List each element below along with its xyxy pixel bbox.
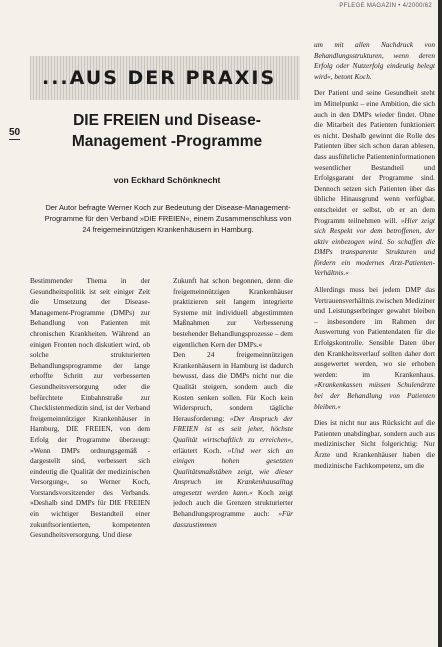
body-column-left: [30, 276, 150, 646]
quote-text: um mit allen Nachdruck von Behandlungsstrukturen, wenn deren Erfolg oder Nutzerfolg eindeutig belegt wird«, betont Koch.: [314, 40, 435, 81]
quote-text: »Für dasszustimmen: [173, 509, 293, 529]
body-text: Koch zeigt jedoch auch die Grenzen strukturierter Behandlungsprogramme auch:: [173, 487, 293, 519]
body-text: Der Patient und seine Gesundheit steht im Mittelpunkt – eine Ambition, die sich auch in den DMPs wieder findet. Ohne die Mitarbeit des Patienten funktioniert es nicht. Deshalb gewinnt die Rolle des Patienten über sich schon daran ablesen, dass ausführliche Patienteninformationen wesentlicher Bestandteil und Erfolgsgarant der Programme sind. Dennoch setzen sich Patienten über das übliche Hinausgrund wenn verfügbar, entscheidet er selbst, ob er an dem Programm teilnehmen will.: [314, 88, 435, 225]
body-paragraph: Zukunft hat schon begonnen, denn die freigemeinnützigen Krankenhäuser praktizieren seit langem integrierte Systeme mit individuell abgestimmten Maßnahmen zur Verbesserung bestehender Behandlungsprozesse – dem eigentlichen Kern der DMPs.«: [173, 276, 293, 349]
section-banner: [30, 56, 300, 100]
body-column-right: [314, 40, 435, 646]
body-column-middle: [173, 276, 293, 646]
quote-text: »Und wer sich an einigen hohen gesetzten Qualitätsmaßstäben zeigt, wie dieser Anspruch im Krankenhausalltag umgesetzt werden kann.«: [173, 445, 293, 497]
body-paragraph: [173, 350, 293, 530]
body-paragraph: [314, 285, 435, 412]
section-banner-text: ...AUS DER PRAXIS: [42, 67, 277, 89]
title-line-2: Management -Programme: [71, 133, 263, 150]
lead-paragraph: Der Autor befragte Werner Koch zur Bedeutung der Disease-Management-Programme für den Verband »DIE FREIEN«, einem Zusammenschluss von 24 freigemeinnützigen Krankenhäusern in Hamburg.: [44, 203, 292, 235]
quote-text: »Hier zeigt sich Respekt vor dem betroffenen, der aktiv einbezogen wird. So schaffen die DMPs transparente Strukturen und fördern ein modernes Arzt-Patienten-Verhältnis.«: [314, 215, 435, 278]
page-number: 50: [9, 127, 21, 138]
article-title: [34, 110, 300, 152]
body-paragraph: Bestimmender Thema in der Gesundheitspolitik ist seit einiger Zeit die Umsetzung der Disease-Management-Programme (DMPs) zur Behandlung von Patienten mit chronischen Krankheiten. Während an einigen Fronten noch diskutiert wird, ob solche strukturierten Behandlungsprogramme der lange erhoffte Schritt zur verbesserten Gesundheitsversorgung oder die befürchtete Einbahnstraße zur Checklistenmedizin sind, ist der Verband freigemeinnütziger Krankenhäuser in Hamburg, DIE FREIEN, von dem Erfolg der Programme überzeugt: »Wenn DMPs ordnungsgemäß dargestellt sind, verbessert sich eindeutig die Qualität der medizinischen Versorgung«, so Werner Koch, Vorstandsvorsitzender des Verbands. »Deshalb sind DMPs für DIE FREIEN ein wichtiger Bestandteil einer zukunftsorientierten, kompetenten Gesundheitsversorgung. Und diese: [30, 276, 150, 540]
body-paragraph: Dies ist nicht nur aus Rücksicht auf die Patienten unabdingbar, sondern auch aus medizinischer Sicht folgerichtig: Nur Ärzte und Krankenhäuser haben die medizinische Fachkompetenz, um die: [314, 418, 435, 470]
author-byline: von Eckhard Schönknecht: [113, 175, 221, 185]
title-line-1: DIE FREIEN und Disease-: [73, 112, 261, 129]
body-paragraph: [314, 88, 435, 279]
running-head: PFLEGE MAGAZIN • 4/2000/62: [339, 3, 432, 9]
body-text: , erläutert Koch.: [173, 434, 293, 455]
body-text: Den 24 freigemeinnützigen Krankenhäusern in Hamburg ist dadurch bewusst, dass die DMPs nicht nur die Qualität steigern, sondern auch die Kosten senken sollen. Für Koch kein Widerspruch, sondern tägliche Herausforderung:: [173, 350, 293, 423]
body-text: Allerdings muss bei jedem DMP das Vertrauensverhältnis zwischen Mediziner und Leistungserbringer gewahrt bleiben – insbesondere im Rahmen der Auswertung von Patientendaten für die Erfolgskontrolle. Sensible Daten über den Krankheitsverlauf sollten daher dort ausgewertet werden, wo sie erhoben werden: im Krankenhaus.: [314, 285, 435, 379]
quote-text: »Krankenkassen müssen Schulenärzte bei der Behandlung von Patienten bleiben.«: [314, 380, 435, 411]
page-edge-shadow: [438, 0, 442, 647]
quote-text: »Der Anspruch der FREIEN ist es seit jeher, höchste Qualität wirtschaftlich zu erreichen«: [173, 413, 293, 444]
